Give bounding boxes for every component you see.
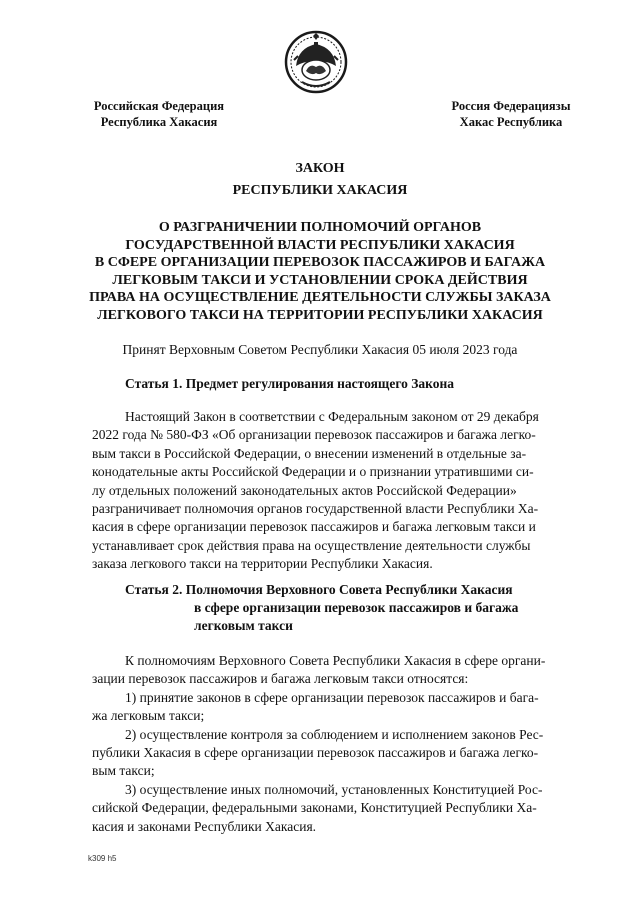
article-1-body (92, 408, 598, 574)
adoption-statement: Принят Верховным Советом Республики Хакасия 05 июля 2023 года (122, 342, 518, 357)
article-1-line: Настоящий Закон в соответствии с Федеральным законом от 29 декабря (125, 409, 539, 424)
law-title-line: ЗАКОН (295, 161, 345, 176)
law-subject-line: ЛЕГКОВЫМ ТАКСИ И УСТАНОВЛЕНИИ СРОКА ДЕЙСТВИЯ (112, 272, 528, 288)
article-1-line: 2022 года № 580-ФЗ «Об организации перевозок пассажиров и багажа легко- (92, 427, 536, 443)
article-1-heading: Статья 1. Предмет регулирования настоящего Закона (125, 376, 454, 391)
article-2-line: касия и законами Республики Хакасия. (92, 818, 317, 834)
law-title (0, 158, 640, 202)
coat-of-arms-emblem (284, 30, 348, 94)
article-1-line: устанавливает срок действия права на осуществление деятельности службы (92, 537, 531, 553)
law-subject-line: В СФЕРЕ ОРГАНИЗАЦИИ ПЕРЕВОЗОК ПАССАЖИРОВ И БАГАЖА (94, 255, 546, 270)
law-subject-line: ПРАВА НА ОСУЩЕСТВЛЕНИЕ ДЕЯТЕЛЬНОСТИ СЛУЖБЫ ЗАКАЗА (89, 290, 551, 305)
article-2-heading-line: в сфере организации перевозок пассажиров и багажа (194, 600, 519, 615)
article-2-line: К полномочиям Верховного Совета Республики Хакасия в сфере органи- (125, 653, 546, 668)
article-1-line: заказа легкового такси на территории Республики Хакасия. (92, 556, 433, 572)
law-subject-line: О РАЗГРАНИЧЕНИИ ПОЛНОМОЧИЙ ОРГАНОВ (158, 220, 482, 235)
header-right-line: Россия Федерациязы (451, 99, 571, 113)
article-2-heading: Статья 2. Полномочия Верховного Совета Республики Хакасия (125, 582, 513, 597)
header-left-line: Республика Хакасия (100, 115, 218, 129)
law-title-line: РЕСПУБЛИКИ ХАКАСИЯ (232, 183, 408, 198)
article-1-line: касия в сфере организации перевозок пассажиров и багажа легковым такси и (92, 519, 536, 535)
article-1-line: разграничивает полномочия органов государственной власти Республики Ха- (92, 501, 539, 517)
article-2-body (92, 652, 598, 836)
header-right-line: Хакас Республика (459, 115, 563, 129)
law-subject (60, 219, 580, 324)
article-1-line: лу отдельных положений законодательных актов Российской Федерации» (92, 482, 517, 498)
article-2-heading-line: легковым такси (194, 618, 293, 633)
article-1-line: вым такси в Российской Федерации, о внесении изменений в отдельные за- (92, 445, 527, 461)
article-2-line: жа легковым такси; (92, 708, 205, 724)
document-code: k309 h5 (88, 854, 117, 863)
article-2-line: зации перевозок пассажиров и багажа легковым такси относятся: (92, 671, 469, 687)
article-2-heading-continuation (194, 599, 518, 635)
article-2-item: 1) принятие законов в сфере организации перевозок пассажиров и бага- (125, 689, 539, 705)
law-subject-line: ГОСУДАРСТВЕННОЙ ВЛАСТИ РЕСПУБЛИКИ ХАКАСИЯ (125, 237, 515, 253)
article-2-line: вым такси; (92, 763, 155, 779)
header-left-russian (84, 98, 234, 130)
article-1-line: конодательные акты Российской Федерации и о признании утратившими си- (92, 464, 534, 480)
header-right-khakas (446, 98, 576, 130)
article-2-item: 3) осуществление иных полномочий, установленных Конституцией Рос- (125, 781, 543, 797)
article-2-line: публики Хакасия в сфере организации перевозок пассажиров и багажа легко- (92, 745, 539, 761)
article-2-item: 2) осуществление контроля за соблюдением и исполнением законов Рес- (125, 726, 544, 742)
article-2-line: сийской Федерации, федеральными законами, Конституцией Республики Ха- (92, 800, 537, 816)
law-subject-line: ЛЕГКОВОГО ТАКСИ НА ТЕРРИТОРИИ РЕСПУБЛИКИ ХАКАСИЯ (97, 307, 543, 323)
header-left-line: Российская Федерация (93, 99, 225, 113)
